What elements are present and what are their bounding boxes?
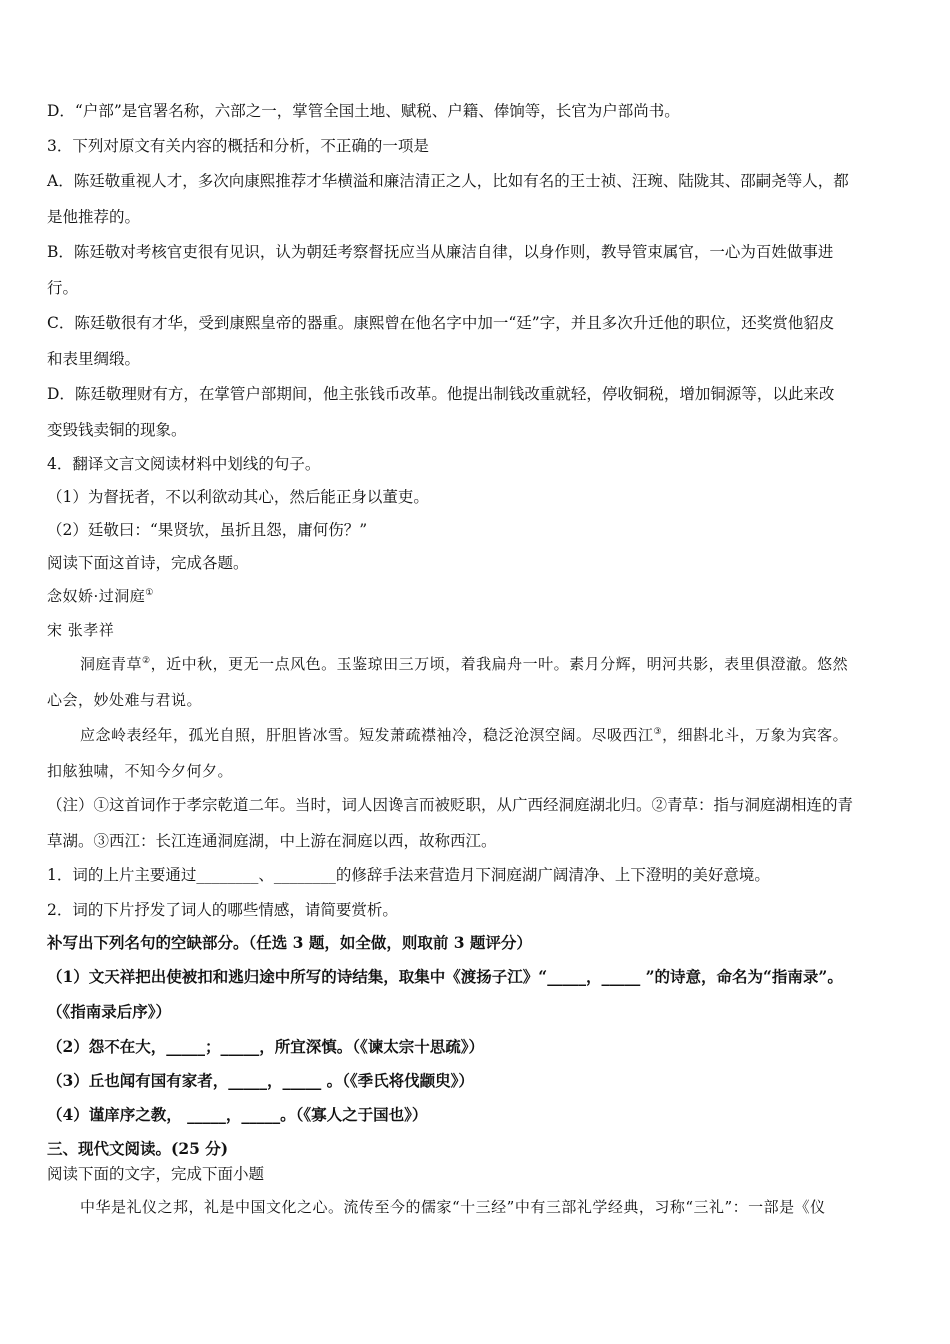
poem-stanza-1-line2: 心会，妙处难与君说。 (47, 691, 203, 709)
footnote-marker: ③ (653, 727, 663, 737)
q3-stem: 3．下列对原文有关内容的概括和分析，不正确的一项是 (47, 137, 429, 155)
section-3-title: 三、现代文阅读。(25 分) (47, 1139, 229, 1158)
poem-title: 念奴娇·过洞庭① (47, 587, 154, 605)
fill-item-3: （3）丘也闻有国有家者，_____，_____ 。（《季氏将伐颛臾》） (47, 1071, 474, 1090)
q3-option-c-line2: 和表里绸缎。 (47, 350, 141, 368)
q4-sentence-1: （1）为督抚者，不以利欲动其心，然后能正身以董吏。 (47, 488, 429, 506)
poem-stanza-2-line2: 扣舷独啸，不知今夕何夕。 (47, 762, 234, 780)
poem-question-1: 1．词的上片主要通过________、________的修辞手法来营造月下洞庭湖广阔清净、上下澄明的美好意境。 (47, 866, 770, 884)
footnote-marker: ② (142, 656, 151, 666)
fill-item-1-line2: （《指南录后序》） (47, 1002, 172, 1021)
fill-item-2: （2）怨不在大，_____；_____，所宜深慎。（《谏太宗十思疏》） (47, 1037, 485, 1056)
fill-item-4: （4）谨庠序之教， _____，_____。（《寡人之于国也》） (47, 1105, 428, 1124)
q3-option-b-line2: 行。 (47, 279, 79, 297)
poem-stanza-2-line1: 应念岭表经年，孤光自照，肝胆皆冰雪。短发萧疏襟袖冷，稳泛沧溟空阔。尽吸西江③，细斟北斗，万象为宾客。 (80, 726, 849, 744)
footnote-marker: ① (145, 588, 154, 598)
poem-author: 宋 张孝祥 (47, 621, 115, 639)
poem-note-line2: 草湖。③西江：长江连通洞庭湖，中上游在洞庭以西，故称西江。 (47, 832, 497, 850)
poem-note-line1: （注）①这首词作于孝宗乾道二年。当时，词人因谗言而被贬职，从广西经洞庭湖北归。②青草：指与洞庭湖相连的青 (47, 796, 854, 814)
fill-item-1-line1: （1）文天祥把出使被扣和逃归途中所写的诗结集，取集中《渡扬子江》“_____，_____ ”的诗意，命名为“指南录”。 (47, 967, 843, 986)
q3-option-b-line1: B．陈廷敬对考核官吏很有见识，认为朝廷考察督抚应当从廉洁自律，以身作则，教导管束属官，一心为百姓做事进 (47, 243, 834, 261)
section-3-paragraph: 中华是礼仪之邦，礼是中国文化之心。流传至今的儒家“十三经”中有三部礼学经典，习称“三礼”：一部是《仪 (80, 1198, 826, 1216)
section-3-intro: 阅读下面的文字，完成下面小题 (47, 1165, 265, 1183)
q4-sentence-2: （2）廷敬曰：“果贤欤，虽折且怨，庸何伤？” (47, 521, 368, 539)
poem-intro: 阅读下面这首诗，完成各题。 (47, 554, 249, 572)
q3-option-c-line1: C．陈廷敬很有才华，受到康熙皇帝的器重。康熙曾在他名字中加一“廷”字，并且多次升迁他的职位，还奖赏他貂皮 (47, 314, 835, 332)
q3-option-d-line2: 变毁钱卖铜的现象。 (47, 421, 187, 439)
poem-question-2: 2．词的下片抒发了词人的哪些情感，请简要赏析。 (47, 901, 398, 919)
q3-option-a-line2: 是他推荐的。 (47, 208, 141, 226)
q2-option-d: D．“户部”是官署名称，六部之一，掌管全国土地、赋税、户籍、俸饷等，长官为户部尚书。 (47, 102, 680, 120)
fill-heading: 补写出下列名句的空缺部分。（任选 3 题，如全做，则取前 3 题评分） (47, 933, 532, 952)
q3-option-d-line1: D．陈廷敬理财有方，在掌管户部期间，他主张钱币改革。他提出制钱改重就轻，停收铜税，增加铜源等，以此来改 (47, 385, 835, 403)
q4-stem: 4．翻译文言文阅读材料中划线的句子。 (47, 455, 321, 473)
poem-stanza-1-line1: 洞庭青草②，近中秋，更无一点风色。玉鉴琼田三万顷，着我扁舟一叶。素月分辉，明河共影，表里俱澄澈。悠然 (80, 655, 849, 673)
q3-option-a-line1: A．陈廷敬重视人才，多次向康熙推荐才华横溢和廉洁清正之人，比如有名的王士祯、汪琬、陆陇其、邵嗣尧等人，都 (47, 172, 849, 190)
